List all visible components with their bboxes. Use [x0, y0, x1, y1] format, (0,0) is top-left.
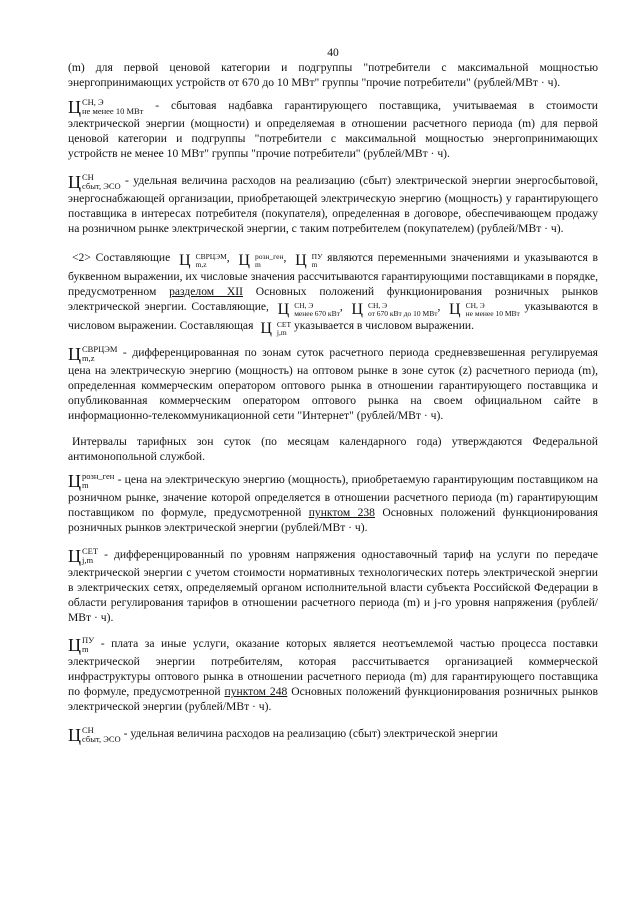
definition-set — [68, 547, 598, 625]
definition-rozn-gen: Ц розн_ген m - цена на электрическую энергию (мощность), приобретаемую гарантирующим поставщиком на розничном рынке, значение которой определяется в отношении расчетного периода (m) гарантирующим поставщиком по формуле, предусмотренной пунктом 238 Основных положений функционирования розничных рынков электрической энергии (рублей/МВт · ч). — [68, 471, 598, 535]
paragraph-continuation: (m) для первой ценовой категории и подгруппы "потребители с максимальной мощностью энергопринимающих устройств от 670 до 10 МВт" группы "прочие потребители" (рублей/МВт · ч). — [68, 61, 598, 89]
definition-text: - удельная величина расходов на реализацию (сбыт) электрической энергии энергосбытовой, энергоснабжающей организации, приобретающей электрическую энергию (мощность) у гарантирующего поставщика в интересах потребителя (покупателя), определенная в договоре, обеспечивающем продажу на розничном рынке электрической энергии, с таким потребителем (покупателем) (рублей/МВт · ч). — [68, 173, 598, 235]
formula-symbol-sbyt-eso: Ц СН сбыт, ЭСО — [68, 171, 121, 192]
definition-svrcem — [68, 345, 598, 423]
formula-symbol-sn-670-10: Ц СН, Э от 670 кВт до 10 МВт — [351, 300, 438, 318]
link-razdel-xii[interactable]: разделом XII — [169, 284, 243, 298]
link-punkt-238[interactable]: пунктом 238 — [308, 506, 375, 520]
footnote-2: <2> Составляющие Ц СВРЦЭМ m,z , Ц розн_ген m , Ц ПУ m являются переменными значениями и указываются в буквенном выражении, их числовые значения рассчитываются гарантирующими поставщиками в порядке, предусмотренном разделом XII Основных положений функционирования розничных рынков электрической энергии. Составляющие, Ц СН, Э менее 670 кВт , Ц СН, Э от 670 кВт до 10 МВт , Ц СН, Э не менее 10 МВт указываются в числовом выражении. Составляющая Ц СЕТ j,m указывается в числовом выражении. — [68, 250, 599, 337]
formula-symbol-sbyt-eso-2: Ц СН сбыт, ЭСО — [68, 724, 121, 745]
formula-symbol-rozn-gen: Ц розн_ген m — [238, 251, 284, 269]
formula-symbol-nadbavka: Ц СН, Э не менее 10 МВт — [68, 97, 144, 117]
definition-pu: Ц ПУ m - плата за иные услуги, оказание которых является неотъемлемой частью процесса поставки электрической энергии потребителям, которая рассчитывается организацией коммерческой инфраструктуры оптового рынка в отношении расчетного периода (m) для гарантирующего поставщика по формуле, предусмотренной пунктом 248 Основных положений функционирования розничных рынков электрической энергии (рублей/МВт · ч). — [68, 635, 598, 714]
definition-sbyt-eso — [68, 173, 598, 236]
definition-sbytovaya-nadbavka — [68, 98, 598, 161]
formula-symbol-sn-10: Ц СН, Э не менее 10 МВт — [449, 300, 520, 318]
paragraph-intervals: Интервалы тарифных зон суток (по месяцам календарного года) утверждаются Федеральной антимонопольной службой. — [68, 435, 598, 464]
formula-symbol-rozn-gen-def: Ц розн_ген m — [68, 471, 115, 492]
formula-symbol-svrcem-def: Ц СВРЦЭМ m,z — [68, 343, 118, 364]
formula-symbol-set-def: Ц СЕТ j,m — [68, 545, 99, 566]
definition-text: - сбытовая надбавка гарантирующего поставщика, учитываемая в стоимости электрической энергии (мощности) и определяемая в отношении расчетного периода (m) для первой ценовой категории и подгруппы "потребители с максимальной мощностью энергопринимающих устройств не менее 10 МВт" группы "прочие потребители" (рублей/МВт · ч). — [68, 99, 598, 160]
page-number: 40 — [327, 46, 339, 59]
formula-symbol-svrcem: Ц СВРЦЭМ m,z — [179, 251, 227, 269]
formula-symbol-pu-def: Ц ПУ m — [68, 635, 95, 656]
link-punkt-248[interactable]: пунктом 248 — [224, 685, 288, 699]
formula-symbol-pu: Ц ПУ m — [295, 251, 323, 269]
formula-symbol-sn-menee-670: Ц СН, Э менее 670 кВт — [277, 300, 340, 318]
footnote-lead: <2> Составляющие — [72, 250, 171, 264]
definition-sbyt-eso-2 — [68, 726, 598, 744]
definition-text: - дифференцированный по уровням напряжения одноставочный тариф на услуги по передаче электрической энергии с учетом стоимости нормативных технологических потерь электрической энергии в электрических сетях, определяемый органом исполнительной власти субъекта Российской Федерации в области регулирования тарифов в отношении расчетного периода (m) и j-го уровня напряжения (рублей/МВт · ч). — [68, 547, 598, 624]
definition-text: - дифференцированная по зонам суток расчетного периода средневзвешенная регулируемая цена на электрическую энергию (мощность) на оптовом рынке в зоне суток (z) расчетного периода (m), определенная коммерческим оператором оптового рынка в отношении гарантирующего поставщика и опубликованная коммерческим оператором оптового рынка на своем официальном сайте в информационно-телекоммуникационной сети "Интернет" (рублей/МВт · ч). — [68, 345, 598, 422]
formula-symbol-set: Ц СЕТ j,m — [260, 319, 292, 337]
definition-text: - удельная величина расходов на реализацию (сбыт) электрической энергии — [120, 726, 498, 740]
